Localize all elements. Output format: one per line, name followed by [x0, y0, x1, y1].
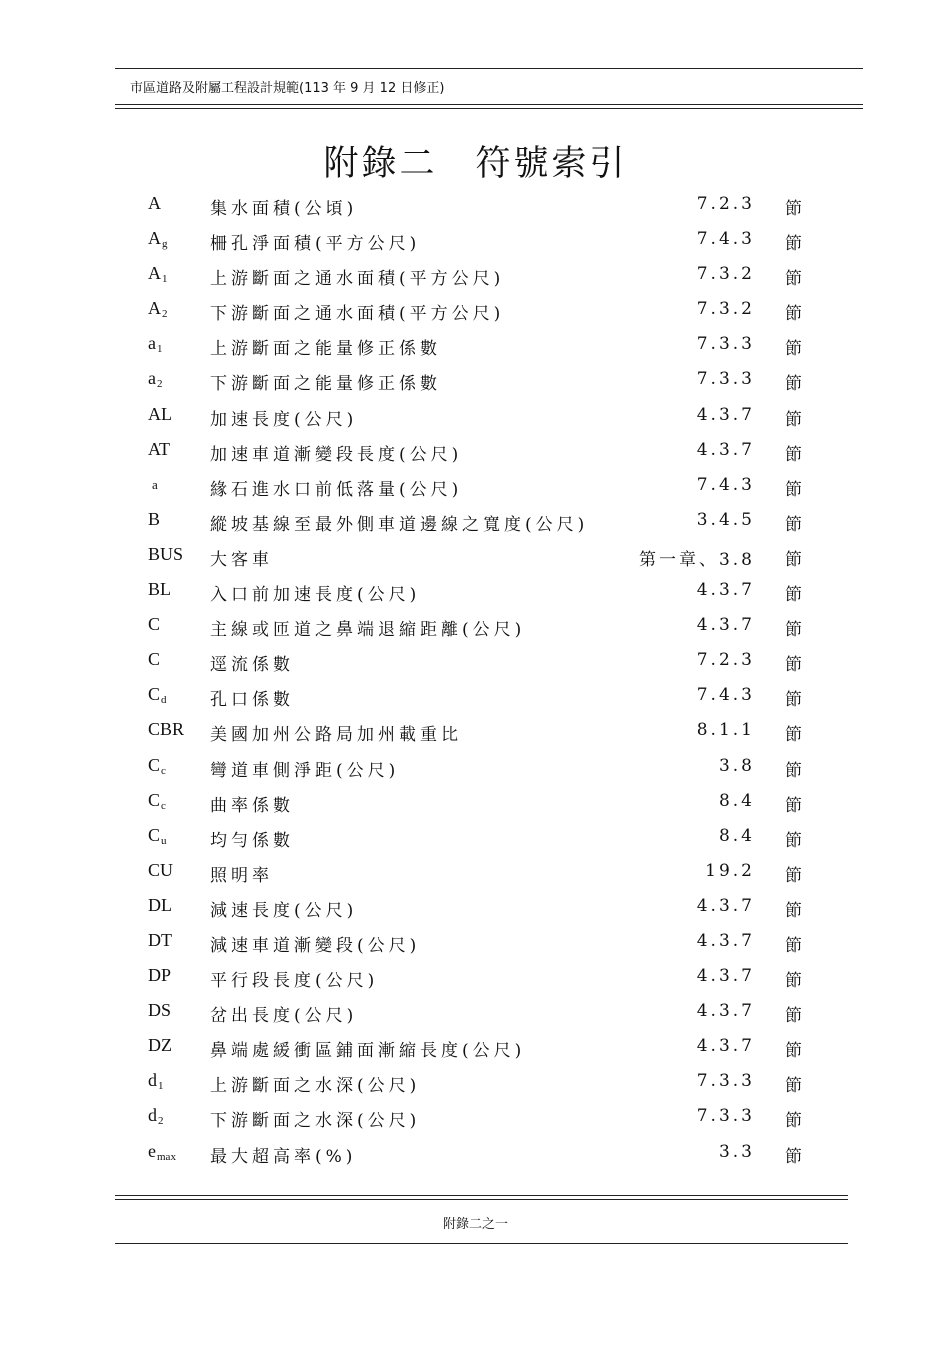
section-unit: 節 [785, 760, 802, 781]
section-unit: 節 [785, 374, 802, 395]
index-row [0, 643, 951, 678]
symbol [148, 298, 168, 320]
symbol-text: BL [148, 579, 172, 600]
section-unit: 節 [785, 1076, 802, 1097]
section-reference: 7.3.3 [696, 1071, 755, 1092]
symbol-description: 最大超高率(%) [210, 1146, 357, 1167]
symbol-subscript: 2 [157, 378, 163, 391]
symbol-text: CBR [148, 719, 185, 740]
section-unit: 節 [785, 1111, 802, 1132]
symbol [148, 790, 166, 812]
symbol [148, 579, 171, 600]
section-reference: 4.3.7 [696, 1001, 755, 1022]
symbol-text: C [148, 649, 161, 670]
section-unit: 節 [785, 444, 802, 465]
symbol-text: A [148, 193, 161, 213]
section-unit: 節 [785, 1041, 802, 1062]
index-row [0, 573, 951, 608]
index-row [0, 784, 951, 819]
index-row [0, 1029, 951, 1064]
index-row [0, 433, 951, 468]
index-row [0, 538, 951, 573]
section-reference: 7.4.3 [696, 685, 755, 706]
symbol-description: 鼻端處緩衝區鋪面漸縮長度(公尺) [210, 1041, 526, 1062]
symbol-text: DS [148, 1000, 172, 1021]
section-reference: 19.2 [705, 860, 755, 881]
symbol-text: a [152, 476, 158, 492]
symbol-text: d [148, 1105, 157, 1126]
symbol-description: 孔口係數 [210, 690, 294, 711]
symbol [148, 860, 173, 881]
symbol-description: 緣石進水口前低落量(公尺) [210, 479, 463, 500]
section-reference: 4.3.7 [696, 966, 755, 987]
section-unit: 節 [785, 830, 802, 851]
symbol-description: 上游斷面之能量修正係數 [210, 339, 441, 360]
symbol-description: 平行段長度(公尺) [210, 971, 379, 992]
symbol-subscript: 1 [157, 343, 163, 356]
symbol-text: A [148, 228, 161, 249]
symbol-text: d [148, 1070, 157, 1091]
symbol-text: a [148, 368, 156, 389]
section-unit: 節 [785, 234, 802, 255]
index-row [0, 959, 951, 994]
section-unit: 節 [785, 900, 802, 921]
header-rule [115, 108, 863, 109]
symbol [148, 1141, 176, 1163]
symbol-subscript: max [157, 1150, 176, 1163]
symbol-description: 減速長度(公尺) [210, 900, 358, 921]
section-reference: 8.4 [718, 825, 755, 846]
symbol [148, 614, 160, 635]
symbol-text: C [148, 824, 161, 845]
symbol-text: C [148, 684, 161, 705]
symbol-text: B [148, 508, 161, 529]
symbol [148, 649, 160, 670]
symbol [148, 333, 163, 355]
footer-rule [115, 1195, 848, 1196]
index-row [0, 292, 951, 327]
section-unit: 節 [785, 479, 802, 500]
symbol-description: 岔出長度(公尺) [210, 1006, 358, 1027]
symbol-description: 上游斷面之水深(公尺) [210, 1076, 421, 1097]
section-unit: 節 [785, 690, 802, 711]
section-unit: 節 [785, 795, 802, 816]
index-row [0, 1064, 951, 1099]
index-row [0, 678, 951, 713]
index-row [0, 257, 951, 292]
header-rule [115, 104, 863, 105]
symbol-description: 美國加州公路局加州載重比 [210, 725, 462, 746]
symbol-description: 加速長度(公尺) [210, 409, 358, 430]
symbol-text: DZ [148, 1035, 172, 1056]
symbol [148, 1105, 164, 1127]
symbol [148, 719, 184, 740]
section-reference: 7.3.3 [696, 369, 755, 390]
symbol-subscript: 2 [158, 1115, 164, 1128]
footer-rule [115, 1199, 848, 1200]
symbol-text: C [148, 789, 161, 810]
section-reference: 3.3 [718, 1141, 755, 1162]
section-unit: 節 [785, 549, 802, 570]
index-row [0, 503, 951, 538]
section-unit: 節 [785, 620, 802, 641]
index-row [0, 398, 951, 433]
section-reference: 4.3.7 [696, 1036, 755, 1057]
symbol [148, 825, 167, 847]
symbol-subscript: 1 [158, 1080, 164, 1093]
symbol-text: AT [148, 438, 170, 459]
index-row [0, 187, 951, 222]
index-row [0, 994, 951, 1029]
section-unit: 節 [785, 935, 802, 956]
symbol [148, 895, 172, 916]
symbol-subscript: 2 [162, 308, 168, 321]
symbol [148, 193, 161, 214]
symbol-text: BUS [148, 543, 184, 564]
symbol [148, 439, 170, 460]
section-unit: 節 [785, 725, 802, 746]
symbol-description: 下游斷面之能量修正係數 [210, 374, 441, 395]
symbol-description: 縱坡基線至最外側車道邊線之寬度(公尺) [210, 514, 589, 535]
running-header: 市區道路及附屬工程設計規範(113 年 9 月 12 日修正) [130, 81, 445, 96]
symbol-description: 減速車道漸變段(公尺) [210, 935, 421, 956]
symbol-description: 逕流係數 [210, 655, 294, 676]
index-row [0, 819, 951, 854]
symbol [152, 477, 158, 493]
index-row [0, 1099, 951, 1134]
section-unit: 節 [785, 971, 802, 992]
section-reference: 3.4.5 [696, 509, 755, 530]
index-row [0, 468, 951, 503]
page-title: 附錄二 符號索引 [323, 144, 628, 184]
section-unit: 節 [785, 339, 802, 360]
symbol [148, 404, 172, 425]
symbol-text: CU [148, 859, 174, 880]
symbol-text: DL [148, 894, 172, 915]
header-top-rule [115, 68, 863, 69]
symbol-description: 彎道車側淨距(公尺) [210, 760, 400, 781]
section-reference: 4.3.7 [696, 404, 755, 425]
symbol-text: C [148, 614, 161, 635]
section-unit: 節 [785, 585, 802, 606]
symbol [148, 263, 168, 285]
symbol [148, 544, 183, 565]
symbol-description: 下游斷面之通水面積(平方公尺) [210, 304, 505, 325]
symbol-subscript: d [161, 694, 167, 707]
symbol-text: DT [148, 929, 172, 950]
symbol-description: 大客車 [210, 549, 273, 570]
index-row [0, 854, 951, 889]
section-reference: 4.3.7 [696, 580, 755, 601]
symbol-text: A [148, 298, 161, 319]
section-unit: 節 [785, 1006, 802, 1027]
section-reference: 第一章、3.8 [638, 549, 755, 570]
section-reference: 4.3.7 [696, 895, 755, 916]
symbol-subscript: g [162, 238, 168, 251]
symbol-text: A [148, 263, 161, 284]
section-unit: 節 [785, 269, 802, 290]
symbol-text: e [148, 1140, 156, 1161]
section-unit: 節 [785, 409, 802, 430]
symbol-subscript: c [161, 799, 166, 812]
section-reference: 8.1.1 [696, 720, 755, 741]
symbol [148, 1000, 171, 1021]
symbol-subscript: c [161, 764, 166, 777]
symbol-description: 下游斷面之水深(公尺) [210, 1111, 421, 1132]
index-row [0, 608, 951, 643]
symbol [148, 228, 168, 250]
symbol-description: 入口前加速長度(公尺) [210, 585, 421, 606]
symbol-description: 上游斷面之通水面積(平方公尺) [210, 269, 505, 290]
section-reference: 4.3.7 [696, 930, 755, 951]
symbol-subscript: 1 [162, 273, 168, 286]
page-footer: 附錄二之一 [442, 1217, 508, 1232]
section-unit: 節 [785, 865, 802, 886]
symbol-description: 加速車道漸變段長度(公尺) [210, 444, 463, 465]
symbol [148, 930, 172, 951]
section-reference: 7.4.3 [696, 229, 755, 250]
section-reference: 7.4.3 [696, 474, 755, 495]
index-row [0, 889, 951, 924]
index-row [0, 222, 951, 257]
symbol [148, 965, 171, 986]
index-row [0, 327, 951, 362]
section-reference: 7.2.3 [696, 650, 755, 671]
symbol-text: C [148, 754, 161, 775]
symbol-description: 曲率係數 [210, 795, 294, 816]
section-unit: 節 [785, 514, 802, 535]
symbol-description: 主線或匝道之鼻端退縮距離(公尺) [210, 620, 526, 641]
section-unit: 節 [785, 199, 802, 219]
section-unit: 節 [785, 655, 802, 676]
symbol-index-list [0, 187, 951, 1170]
section-reference: 3.8 [718, 755, 755, 776]
symbol [148, 1035, 172, 1056]
index-row [0, 362, 951, 397]
symbol [148, 1070, 164, 1092]
index-row [0, 749, 951, 784]
symbol-description: 柵孔淨面積(平方公尺) [210, 234, 421, 255]
index-row [0, 1135, 951, 1170]
section-reference: 7.3.3 [696, 1106, 755, 1127]
symbol-description: 集水面積(公頃) [210, 199, 358, 219]
symbol [148, 509, 160, 530]
index-row [0, 924, 951, 959]
section-reference: 7.3.3 [696, 334, 755, 355]
section-reference: 7.2.3 [696, 194, 755, 214]
symbol [148, 755, 166, 777]
symbol [148, 684, 167, 706]
section-unit: 節 [785, 1146, 802, 1167]
symbol-description: 照明率 [210, 865, 273, 886]
section-reference: 8.4 [718, 790, 755, 811]
symbol-description: 均勻係數 [210, 830, 294, 851]
symbol-text: a [148, 333, 156, 354]
symbol-subscript: u [161, 834, 167, 847]
index-row [0, 713, 951, 748]
section-reference: 7.3.2 [696, 299, 755, 320]
section-reference: 7.3.2 [696, 264, 755, 285]
symbol [148, 368, 163, 390]
section-unit: 節 [785, 304, 802, 325]
footer-bottom-rule [115, 1243, 848, 1244]
section-reference: 4.3.7 [696, 615, 755, 636]
section-reference: 4.3.7 [696, 439, 755, 460]
symbol-text: AL [148, 403, 172, 424]
symbol-text: DP [148, 965, 172, 986]
